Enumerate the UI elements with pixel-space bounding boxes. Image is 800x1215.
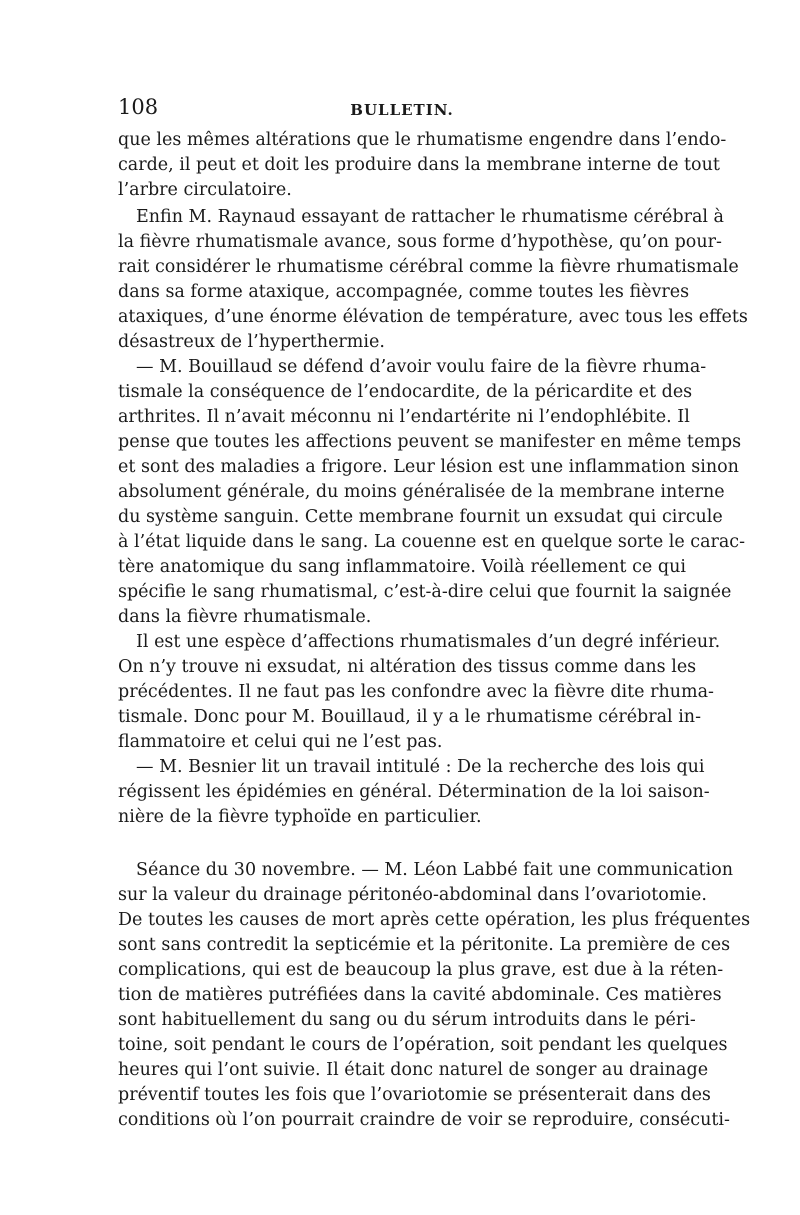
text-line: tion de matières putréfiées dans la cavité abdominale. Ces matières xyxy=(118,985,722,1005)
text-line: absolument générale, du moins généralisée de la membrane interne xyxy=(118,482,725,502)
text-line: tère anatomique du sang inflammatoire. Voilà réellement ce qui xyxy=(118,557,686,577)
text-line: dans la fièvre rhumatismale. xyxy=(118,607,372,627)
page-header xyxy=(118,95,686,125)
text-line: Enfin M. Raynaud essayant de rattacher le rhumatisme cérébral à xyxy=(136,207,724,227)
text-line: heures qui l’ont suivie. Il était donc naturel de songer au drainage xyxy=(118,1060,709,1080)
text-line: que les mêmes altérations que le rhumatisme engendre dans l’endo- xyxy=(118,130,727,150)
text-line: nière de la fièvre typhoïde en particulier. xyxy=(118,807,482,827)
text-line: désastreux de l’hyperthermie. xyxy=(118,332,385,352)
text-line: rait considérer le rhumatisme cérébral comme la fièvre rhumatismale xyxy=(118,257,739,277)
text-line: tismale la conséquence de l’endocardite, de la péricardite et des xyxy=(118,382,693,402)
running-head: BULLETIN. xyxy=(350,101,454,119)
text-line: à l’état liquide dans le sang. La couenne est en quelque sorte le carac- xyxy=(118,532,746,552)
text-line: — M. Besnier lit un travail intitulé : De la recherche des lois qui xyxy=(136,757,705,777)
text-line: du système sanguin. Cette membrane fournit un exsudat qui circule xyxy=(118,507,723,527)
text-line: flammatoire et celui qui ne l’est pas. xyxy=(118,732,443,752)
text-line: sont sans contredit la septicémie et la péritonite. La première de ces xyxy=(118,935,731,955)
text-line: arthrites. Il n’avait méconnu ni l’endartérite ni l’endophlébite. Il xyxy=(118,407,690,427)
text-line: On n’y trouve ni exsudat, ni altération des tissus comme dans les xyxy=(118,657,697,677)
text-line: et sont des maladies a frigore. Leur lésion est une inflammation sinon xyxy=(118,457,739,477)
text-line: l’arbre circulatoire. xyxy=(118,180,292,200)
text-line: conditions où l’on pourrait craindre de voir se reproduire, consécuti- xyxy=(118,1110,730,1130)
text-line: sur la valeur du drainage péritonéo-abdominal dans l’ovariotomie. xyxy=(118,885,707,905)
text-line: carde, il peut et doit les produire dans la membrane interne de tout xyxy=(118,155,720,175)
text-line: complications, qui est de beaucoup la plus grave, est due à la réten- xyxy=(118,960,724,980)
text-line: ataxiques, d’une énorme élévation de température, avec tous les effets xyxy=(118,307,748,327)
text-line: dans sa forme ataxique, accompagnée, comme toutes les fièvres xyxy=(118,282,690,302)
text-line: pense que toutes les affections peuvent se manifester en même temps xyxy=(118,432,742,452)
text-line: — M. Bouillaud se défend d’avoir voulu faire de la fièvre rhuma- xyxy=(136,357,707,377)
text-line: tismale. Donc pour M. Bouillaud, il y a le rhumatisme cérébral in- xyxy=(118,707,701,727)
text-line: précédentes. Il ne faut pas les confondre avec la fièvre dite rhuma- xyxy=(118,682,714,702)
text-line: Il est une espèce d’affections rhumatismales d’un degré inférieur. xyxy=(136,632,721,652)
text-line: spécifie le sang rhumatismal, c’est-à-dire celui que fournit la saignée xyxy=(118,582,732,602)
text-line: préventif toutes les fois que l’ovariotomie se présenterait dans des xyxy=(118,1085,711,1105)
text-line: De toutes les causes de mort après cette opération, les plus fréquentes xyxy=(118,910,751,930)
text-line: la fièvre rhumatismale avance, sous forme d’hypothèse, qu’on pour- xyxy=(118,232,722,252)
text-line: Séance du 30 novembre. — M. Léon Labbé fait une communication xyxy=(136,860,734,880)
page-number: 108 xyxy=(118,95,159,119)
text-line: toine, soit pendant le cours de l’opération, soit pendant les quelques xyxy=(118,1035,728,1055)
text-line: régissent les épidémies en général. Détermination de la loi saison- xyxy=(118,782,710,802)
text-line: sont habituellement du sang ou du sérum introduits dans le péri- xyxy=(118,1010,696,1030)
